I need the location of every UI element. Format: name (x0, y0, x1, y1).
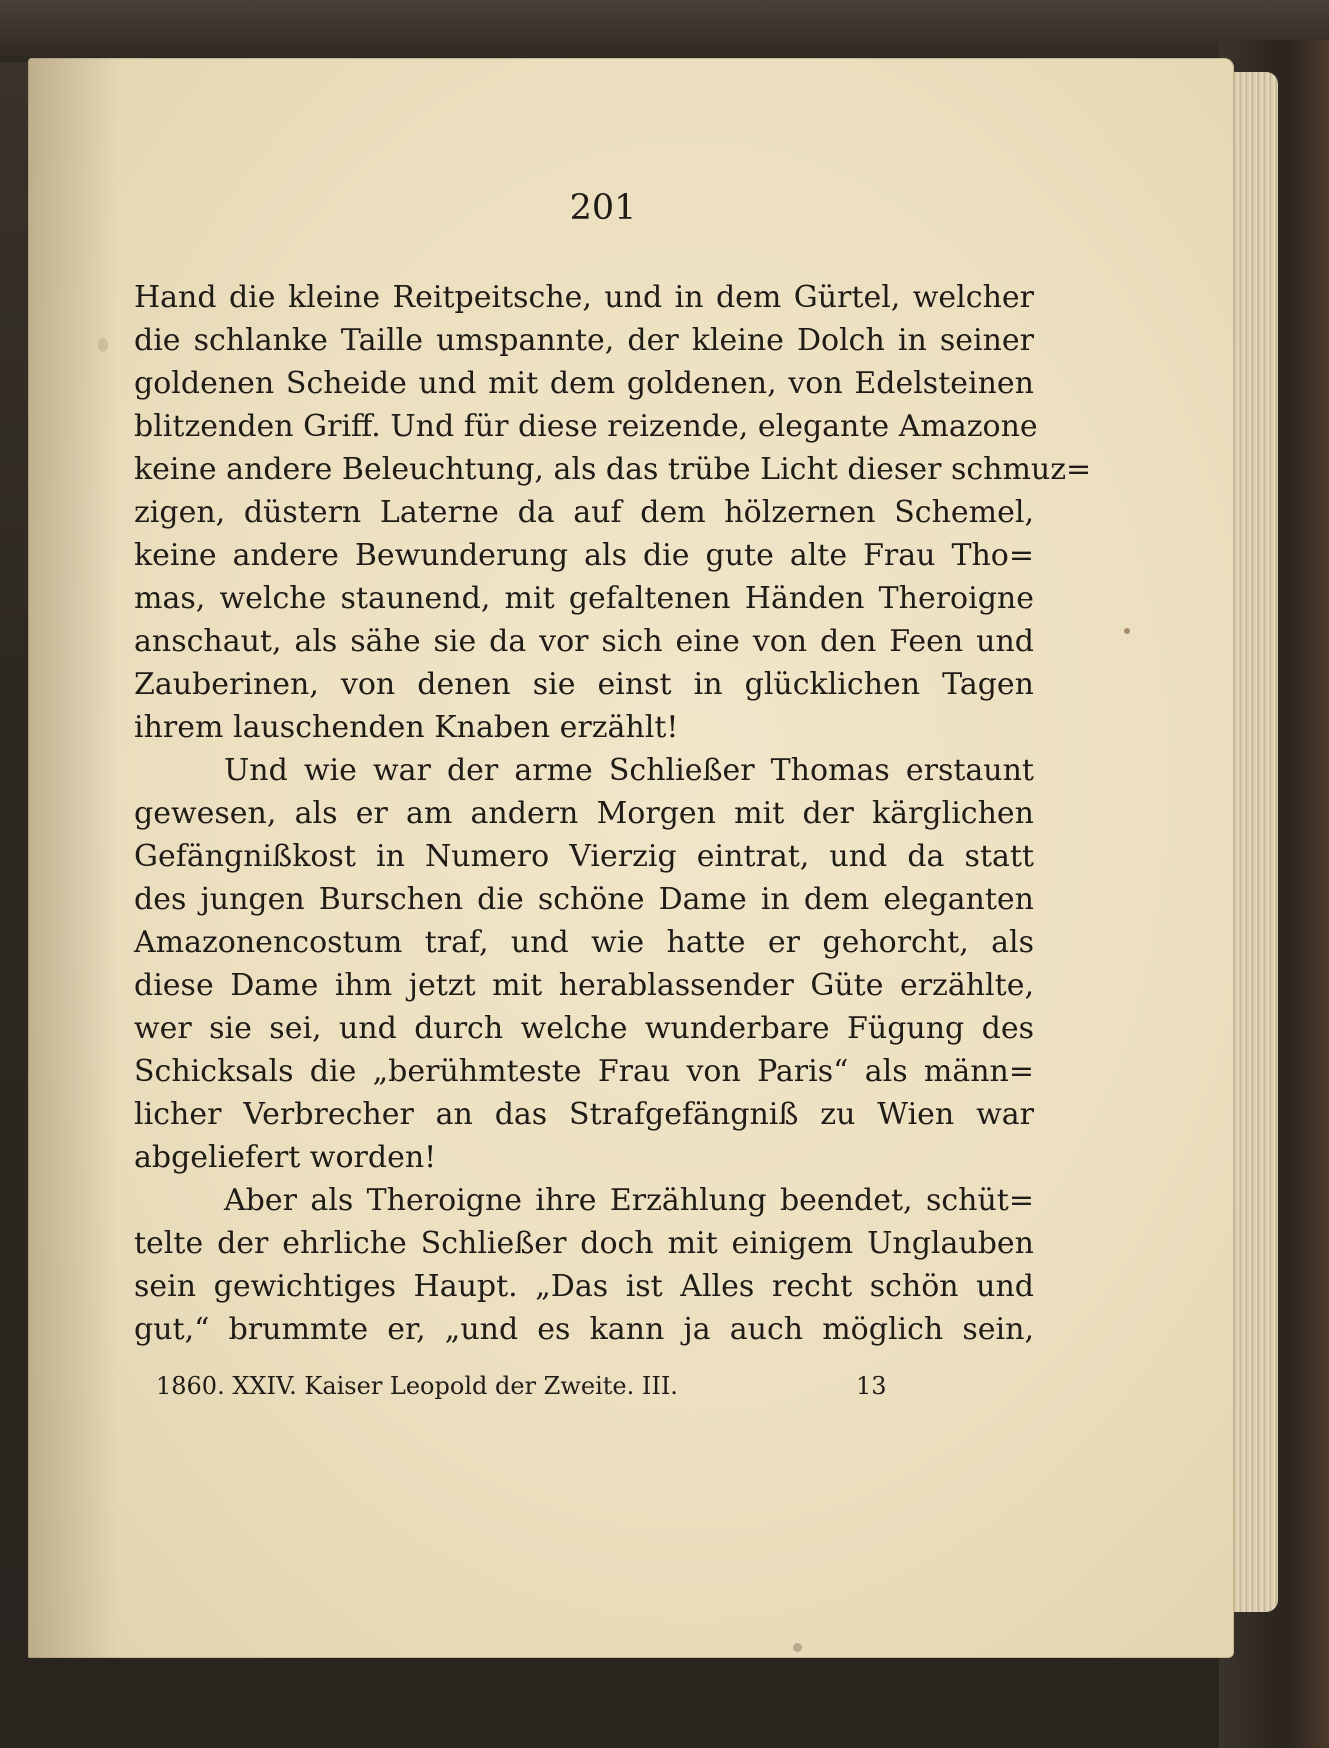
text-line: des jungen Burschen die schöne Dame in dem eleganten (134, 882, 1034, 917)
text-line: keine andere Bewunderung als die gute alte Frau Tho= (134, 538, 1034, 573)
body-text (134, 276, 1092, 1351)
signature-mark: 1860. XXIV. Kaiser Leopold der Zweite. III. (156, 1372, 678, 1400)
text-line: die schlanke Taille umspannte, der kleine Dolch in seiner (134, 323, 1034, 358)
text-line: keine andere Beleuchtung, als das trübe Licht dieser schmuz= (134, 452, 1092, 487)
text-line: ihrem lauschenden Knaben erzählt! (134, 710, 679, 745)
sheet-number: 13 (856, 1372, 887, 1400)
gutter-shadow (28, 58, 118, 1658)
stain-mark (1124, 628, 1130, 634)
text-line: gewesen, als er am andern Morgen mit der kärglichen (134, 796, 1034, 831)
stain-mark (793, 1643, 802, 1652)
book-cover-top (0, 0, 1329, 62)
text-line: Amazonencostum traf, und wie hatte er gehorcht, als (134, 925, 1034, 960)
text-line: Hand die kleine Reitpeitsche, und in dem Gürtel, welcher (134, 280, 1034, 315)
text-line: diese Dame ihm jetzt mit herablassender Güte erzählte, (134, 968, 1034, 1003)
text-line: gut,“ brummte er, „und es kann ja auch möglich sein, (134, 1312, 1034, 1347)
page-footer (156, 1366, 887, 1406)
text-line: mas, welche staunend, mit gefaltenen Händen Theroigne (134, 581, 1034, 616)
text-line: Schicksals die „berühmteste Frau von Paris“ als männ= (134, 1054, 1034, 1089)
text-line: Aber als Theroigne ihre Erzählung beendet, schüt= (224, 1183, 1034, 1218)
text-line: goldenen Scheide und mit dem goldenen, von Edelsteinen (134, 366, 1034, 401)
text-line: Zauberinen, von denen sie einst in glücklichen Tagen (134, 667, 1034, 702)
text-line: telte der ehrliche Schließer doch mit einigem Unglauben (134, 1226, 1034, 1261)
text-line: licher Verbrecher an das Strafgefängniß zu Wien war (134, 1097, 1034, 1132)
stain-mark (98, 338, 108, 352)
text-line: abgeliefert worden! (134, 1140, 437, 1175)
text-line: blitzenden Griff. Und für diese reizende, elegante Amazone (134, 409, 1038, 444)
text-line: Gefängnißkost in Numero Vierzig eintrat, und da statt (134, 839, 1034, 874)
text-line: anschaut, als sähe sie da vor sich eine von den Feen und (134, 624, 1034, 659)
text-line: wer sie sei, und durch welche wunderbare Fügung des (134, 1011, 1034, 1046)
text-line: zigen, düstern Laterne da auf dem hölzernen Schemel, (134, 495, 1034, 530)
text-line: Und wie war der arme Schließer Thomas erstaunt (224, 753, 1034, 788)
page-number: 201 (569, 188, 637, 228)
book-page (28, 58, 1234, 1658)
text-line: sein gewichtiges Haupt. „Das ist Alles recht schön und (134, 1269, 1034, 1304)
